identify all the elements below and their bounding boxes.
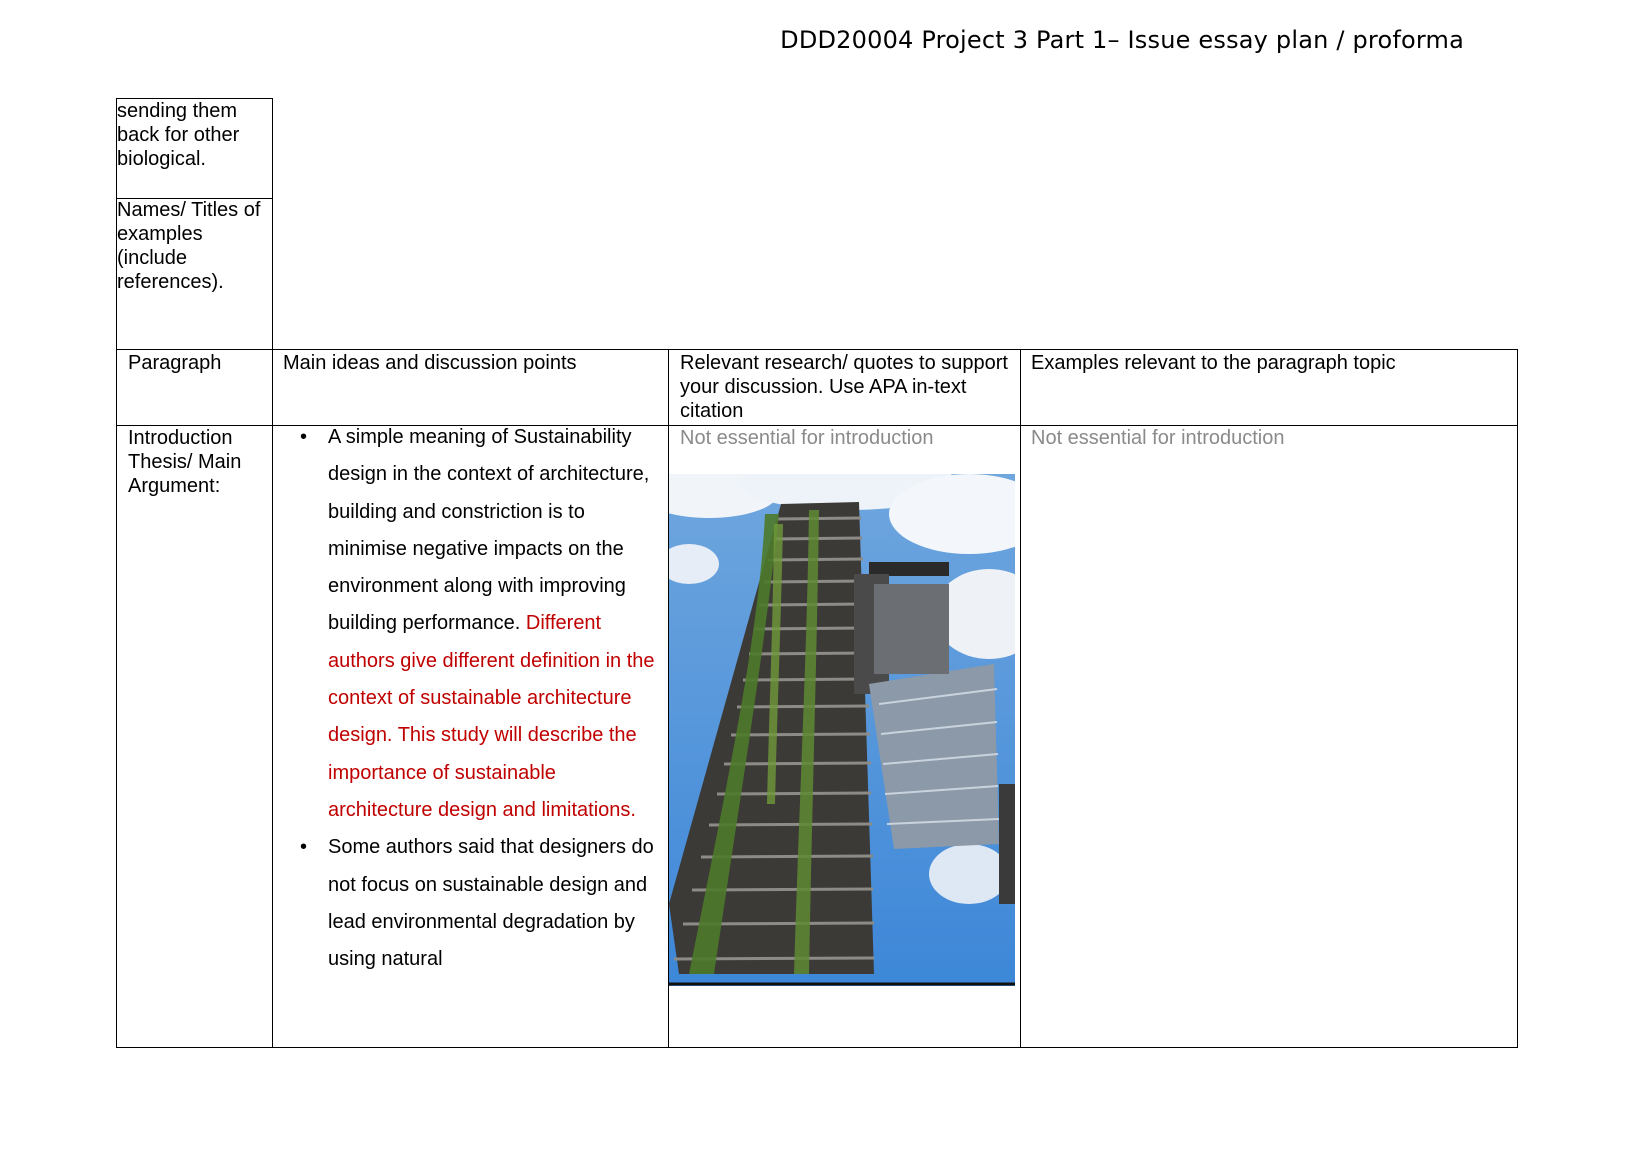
header-cell-research xyxy=(668,349,1021,426)
point-1-red-text: Different authors give different definition in the context of sustainable architecture design. This study will describe the importance of sustainable architecture design and limitations. xyxy=(328,612,655,821)
top-table-cell-1 xyxy=(116,98,273,199)
list-item xyxy=(272,425,655,829)
intro-label: Introduction Thesis/ Main Argument: xyxy=(128,427,242,497)
intro-examples-cell xyxy=(1020,425,1518,1048)
list-item xyxy=(272,829,655,978)
top-table-cell-2 xyxy=(116,198,273,350)
intro-main-ideas-cell xyxy=(272,425,669,1048)
research-note: Not essential for introduction xyxy=(680,427,934,449)
examples-note: Not essential for introduction xyxy=(1031,427,1285,449)
main-ideas-list xyxy=(272,425,655,978)
header-main-ideas-text: Main ideas and discussion points xyxy=(283,352,577,374)
header-research-text: Relevant research/ quotes to support your discussion. Use APA in-text citation xyxy=(680,352,1008,422)
intro-label-cell xyxy=(116,425,273,1048)
point-2-text: Some authors said that designers do not focus on sustainable design and lead environmental degradation by using natural xyxy=(328,836,654,971)
point-1-text: A simple meaning of Sustainability design in the context of architecture, building and constriction is to minimise negative impacts on the environment along with improving building performance. xyxy=(328,426,650,635)
vertical-garden-building-image xyxy=(669,474,1015,986)
header-cell-paragraph xyxy=(116,349,273,426)
header-cell-main-ideas xyxy=(272,349,669,426)
header-examples-text: Examples relevant to the paragraph topic xyxy=(1031,352,1396,374)
header-paragraph-text: Paragraph xyxy=(128,352,222,374)
top-cell-text: sending them back for other biological. xyxy=(117,100,240,170)
top-cell-text: Names/ Titles of examples (include references). xyxy=(117,199,261,293)
header-cell-examples xyxy=(1020,349,1518,426)
page-header-title: DDD20004 Project 3 Part 1– Issue essay plan / proforma xyxy=(780,26,1464,54)
